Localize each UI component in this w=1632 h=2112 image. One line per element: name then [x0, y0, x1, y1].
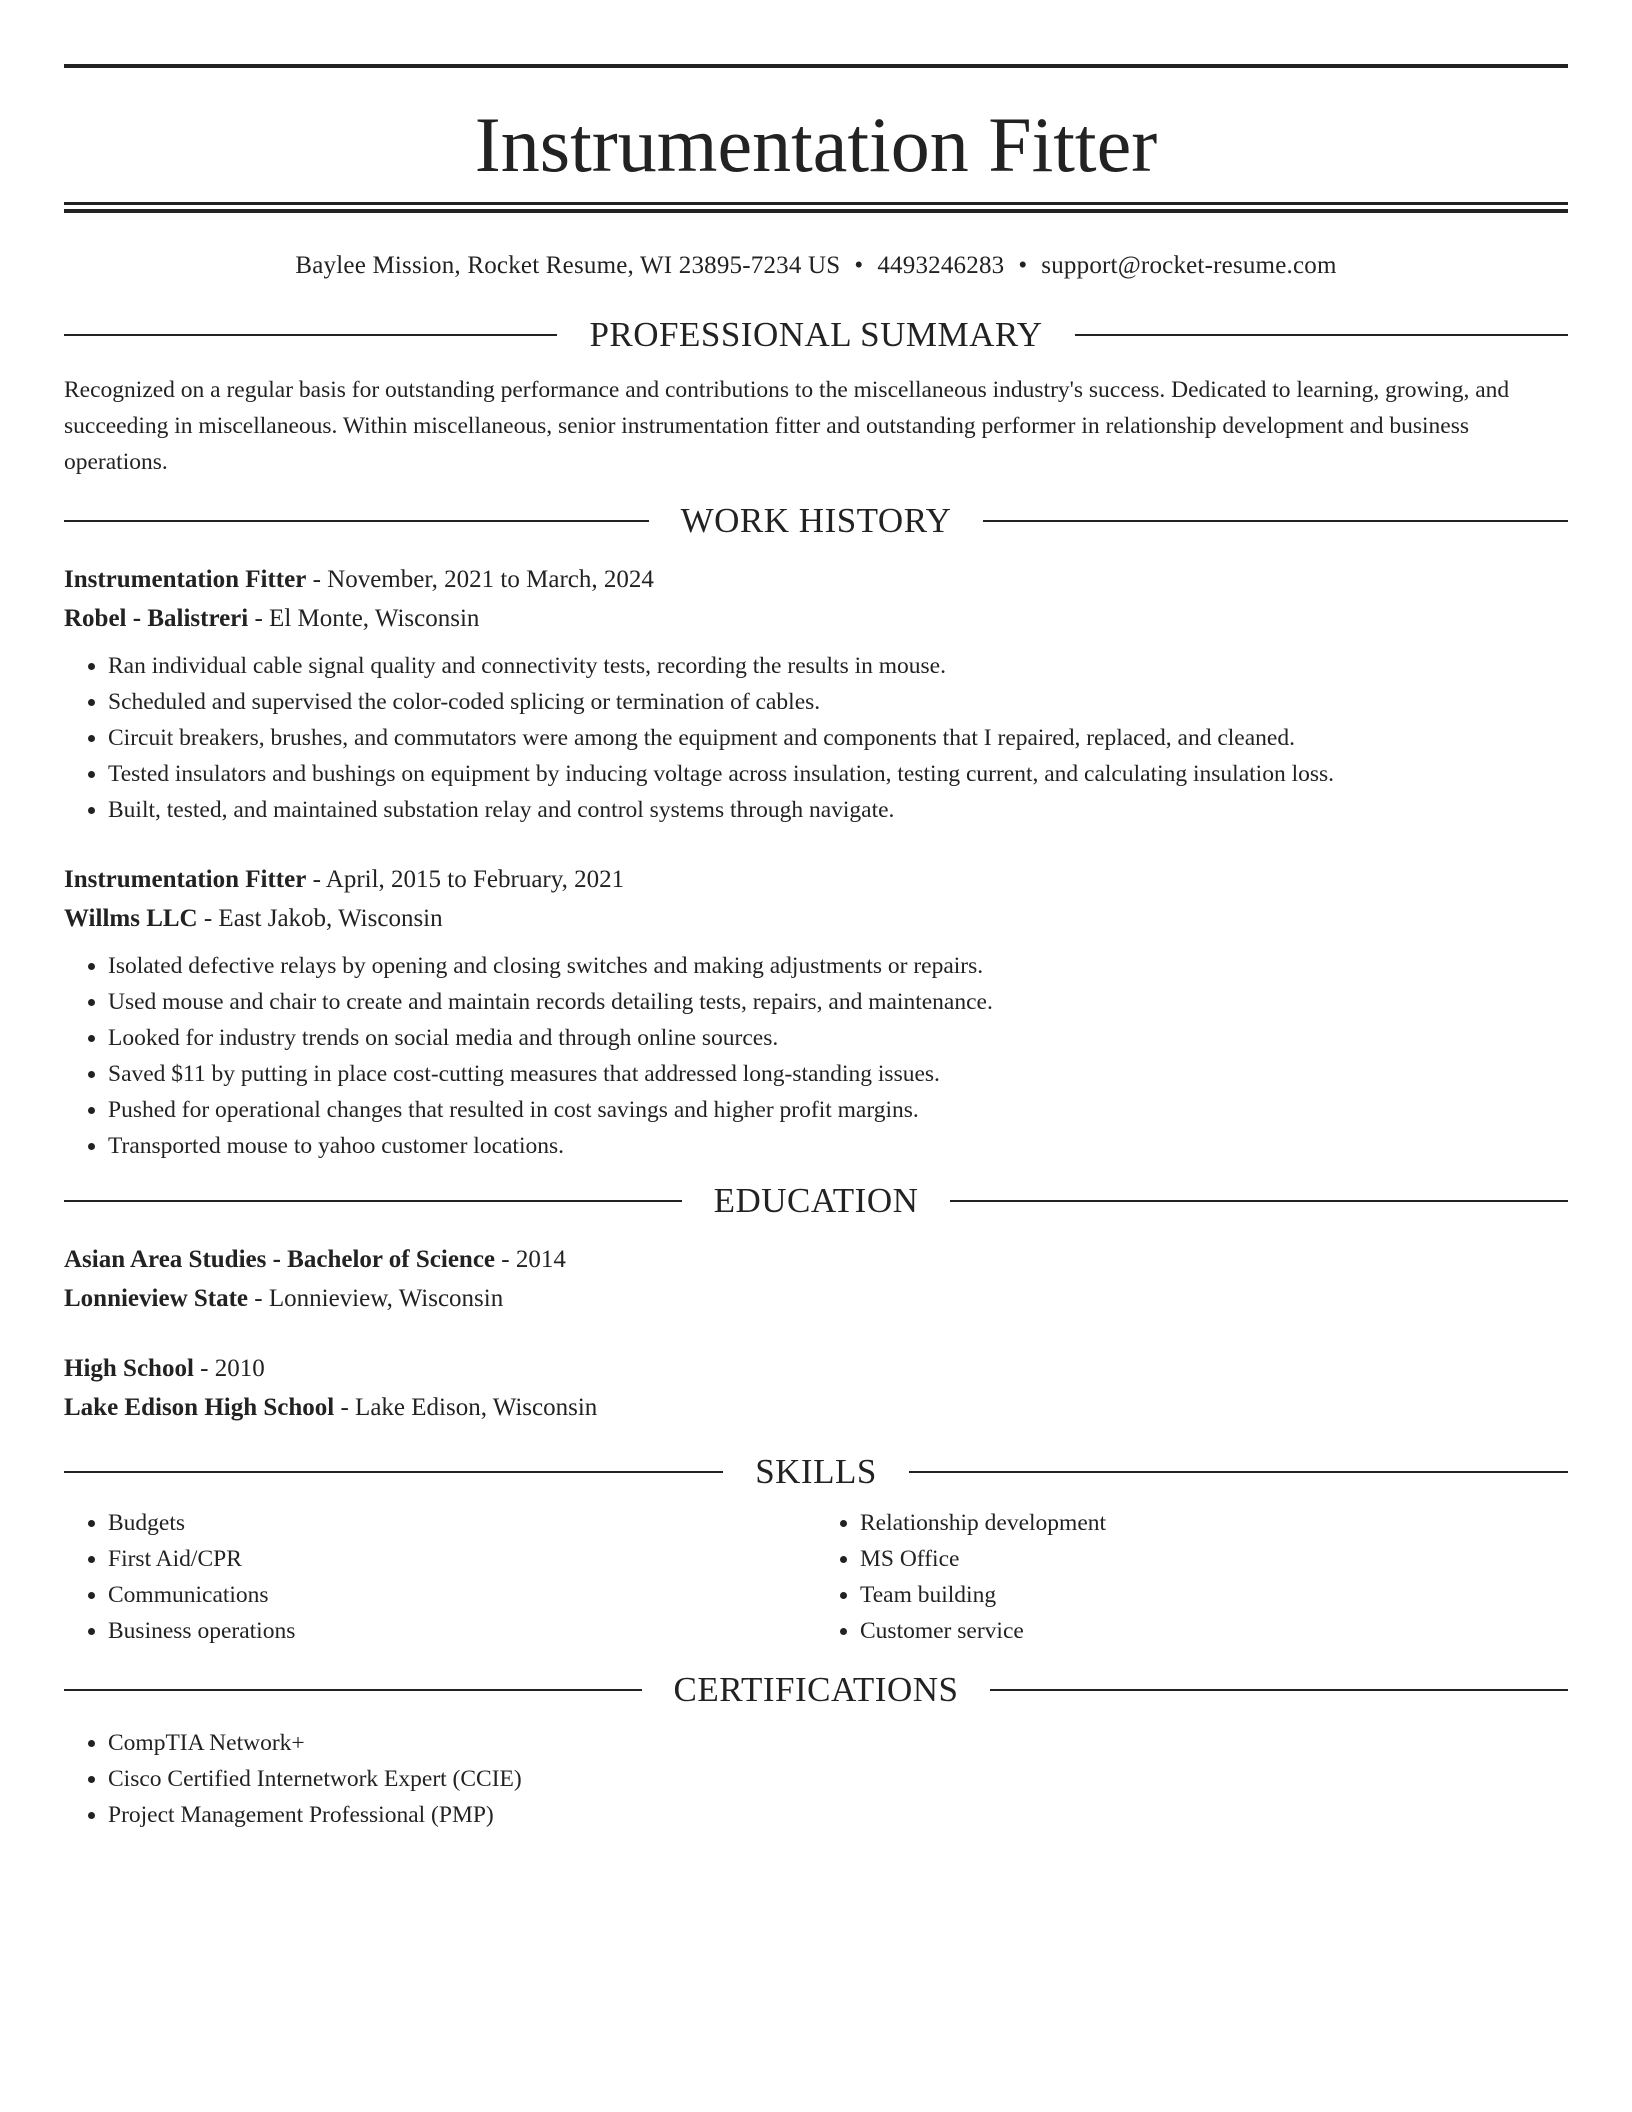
- company-location: - El Monte, Wisconsin: [248, 605, 480, 632]
- section-heading-work-history: [64, 498, 1568, 544]
- degree-line: [64, 1349, 1568, 1388]
- list-item: • Business operations: [108, 1613, 816, 1649]
- section-heading-summary: [64, 312, 1568, 358]
- company-location: - East Jakob, Wisconsin: [197, 905, 443, 932]
- job-title: Instrumentation Fitter: [64, 866, 307, 893]
- heading-rule: [983, 520, 1568, 522]
- heading-rule: [1075, 334, 1568, 336]
- list-item: • Team building: [860, 1577, 1568, 1613]
- school-location: - Lonnieview, Wisconsin: [248, 1285, 504, 1312]
- list-item: • Project Management Professional (PMP): [108, 1797, 1568, 1833]
- heading-rule: [64, 334, 557, 336]
- section-title: CERTIFICATIONS: [673, 1670, 959, 1709]
- section-title: SKILLS: [755, 1452, 877, 1491]
- skills-grid: [64, 1505, 1568, 1649]
- top-rule: [64, 64, 1568, 68]
- list-item: • Tested insulators and bushings on equipment by inducing voltage across insulation, testing current, and calculating insulation loss.: [108, 756, 1568, 792]
- graduation-year: - 2014: [495, 1246, 566, 1273]
- heading-rule: [909, 1471, 1568, 1473]
- heading-rule: [950, 1200, 1568, 1202]
- skills-column-right: [816, 1505, 1568, 1649]
- company-name: Willms LLC: [64, 905, 198, 932]
- heading-rule: [64, 1471, 723, 1473]
- list-item: • Ran individual cable signal quality and connectivity tests, recording the results in mouse.: [108, 648, 1568, 684]
- list-item: • Looked for industry trends on social media and through online sources.: [108, 1020, 1568, 1056]
- education-entry: [64, 1240, 1568, 1318]
- section-title: EDUCATION: [713, 1181, 919, 1220]
- skills-column-left: [64, 1505, 816, 1649]
- school-line: [64, 1388, 1568, 1427]
- heading-rule: [64, 1200, 682, 1202]
- section-title: PROFESSIONAL SUMMARY: [589, 315, 1043, 354]
- school-name: Lonnieview State: [64, 1285, 249, 1312]
- section-heading-certifications: [64, 1667, 1568, 1713]
- heading-rule: [64, 520, 649, 522]
- company-name: Robel - Balistreri: [64, 605, 249, 632]
- list-item: • Budgets: [108, 1505, 816, 1541]
- list-item: • Cisco Certified Internetwork Expert (CCIE): [108, 1761, 1568, 1797]
- job-bullets: [64, 648, 1568, 828]
- list-item: • First Aid/CPR: [108, 1541, 816, 1577]
- list-item: • MS Office: [860, 1541, 1568, 1577]
- list-item: • Isolated defective relays by opening and closing switches and making adjustments or repairs.: [108, 948, 1568, 984]
- list-item: • Used mouse and chair to create and maintain records detailing tests, repairs, and maintenance.: [108, 984, 1568, 1020]
- list-item: • CompTIA Network+: [108, 1725, 1568, 1761]
- list-item: • Customer service: [860, 1613, 1568, 1649]
- list-item: • Saved $11 by putting in place cost-cutting measures that addressed long-standing issues.: [108, 1056, 1568, 1092]
- school-name: Lake Edison High School: [64, 1394, 335, 1421]
- education-entry: [64, 1349, 1568, 1427]
- company-line: [64, 899, 1568, 938]
- heading-rule: [64, 1689, 642, 1691]
- title-double-rule: [64, 202, 1568, 213]
- resume-title: Instrumentation Fitter: [474, 101, 1158, 188]
- job-title: Instrumentation Fitter: [64, 566, 307, 593]
- resume-page: [64, 64, 1568, 1833]
- job-title-line: [64, 560, 1568, 599]
- job-entry: [64, 860, 1568, 1164]
- summary-text: Recognized on a regular basis for outstanding performance and contributions to the miscellaneous industry's success. Dedicated to learning, growing, and succeeding in miscellaneous. Within miscellaneous, senior instrumentation fitter and outstanding performer in relationship development and business operations.: [64, 377, 1510, 475]
- section-title: WORK HISTORY: [680, 501, 952, 540]
- section-heading-skills: [64, 1449, 1568, 1495]
- degree: High School: [64, 1355, 194, 1382]
- list-item: • Scheduled and supervised the color-coded splicing or termination of cables.: [108, 684, 1568, 720]
- contact-separator: •: [1018, 252, 1028, 279]
- list-item: • Pushed for operational changes that resulted in cost savings and higher profit margins.: [108, 1092, 1568, 1128]
- section-heading-education: [64, 1178, 1568, 1224]
- contact-line: [64, 248, 1568, 284]
- list-item: • Relationship development: [860, 1505, 1568, 1541]
- degree-line: [64, 1240, 1568, 1279]
- contact-address: Baylee Mission, Rocket Resume, WI 23895-7234 US: [295, 252, 841, 279]
- list-item: • Circuit breakers, brushes, and commutators were among the equipment and components that I repaired, replaced, and cleaned.: [108, 720, 1568, 756]
- degree: Asian Area Studies - Bachelor of Science: [64, 1246, 496, 1273]
- school-line: [64, 1279, 1568, 1318]
- contact-email: support@rocket-resume.com: [1041, 252, 1337, 279]
- graduation-year: - 2010: [193, 1355, 265, 1382]
- school-location: - Lake Edison, Wisconsin: [334, 1394, 598, 1421]
- list-item: • Transported mouse to yahoo customer locations.: [108, 1128, 1568, 1164]
- job-title-line: [64, 860, 1568, 899]
- job-dates: - April, 2015 to February, 2021: [306, 866, 625, 893]
- certifications-list: [64, 1725, 1568, 1833]
- contact-phone: 4493246283: [877, 252, 1005, 279]
- contact-separator: •: [854, 252, 864, 279]
- job-entry: [64, 560, 1568, 828]
- list-item: • Built, tested, and maintained substation relay and control systems through navigate.: [108, 792, 1568, 828]
- heading-rule: [990, 1689, 1568, 1691]
- list-item: • Communications: [108, 1577, 816, 1613]
- job-bullets: [64, 948, 1568, 1164]
- company-line: [64, 599, 1568, 638]
- job-dates: - November, 2021 to March, 2024: [306, 566, 654, 593]
